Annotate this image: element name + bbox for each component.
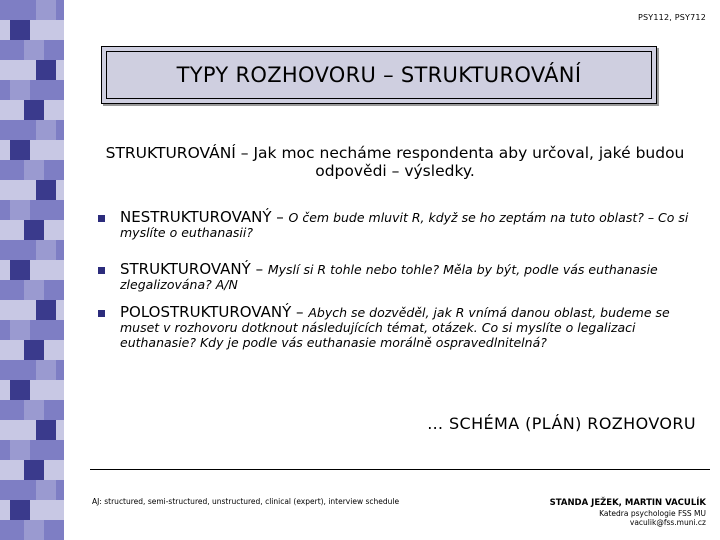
stripe-square: [36, 360, 56, 380]
bullet-item-semistructured: [98, 305, 693, 350]
bullet-head: STRUKTUROVANÝ –: [120, 260, 268, 278]
title-box: [101, 46, 657, 104]
stripe-square: [36, 480, 56, 500]
stripe-square: [36, 0, 56, 20]
footer-divider: [90, 469, 710, 470]
stripe-square: [10, 260, 30, 280]
slide-title: TYPY ROZHOVORU – STRUKTUROVÁNÍ: [176, 63, 582, 87]
stripe-square: [36, 120, 56, 140]
stripe-square: [24, 220, 44, 240]
stripe-square: [24, 340, 44, 360]
bullet-head: POLOSTRUKTUROVANÝ –: [120, 303, 309, 321]
stripe-square: [10, 200, 30, 220]
square-bullet-icon: [98, 310, 105, 317]
stripe-square: [10, 500, 30, 520]
footer-authors-block: [550, 499, 706, 528]
bullet-item-structured: [98, 262, 693, 292]
stripe-square: [36, 60, 56, 80]
stripe-square: [10, 140, 30, 160]
stripe-square: [24, 400, 44, 420]
square-bullet-icon: [98, 267, 105, 274]
stripe-square: [10, 440, 30, 460]
footer-english-terms: AJ: structured, semi-structured, unstructured, clinical (expert), interview schedule: [92, 497, 400, 506]
footer-authors: STANDA JEŽEK, MARTIN VACULÍK: [549, 498, 706, 508]
stripe-square: [24, 40, 44, 60]
schema-heading: … SCHÉMA (PLÁN) ROZHOVORU: [427, 414, 696, 433]
bullet-item-unstructured: [98, 210, 693, 240]
stripe-square: [36, 300, 56, 320]
stripe-square: [36, 420, 56, 440]
decorative-stripe: [0, 0, 64, 540]
stripe-square: [36, 240, 56, 260]
footer-email: vaculik@fss.muni.cz: [629, 518, 706, 527]
lead-text: STRUKTUROVÁNÍ – Jak moc necháme respondenta aby určoval, jaké budou odpovědi – výsledky.: [105, 144, 685, 180]
stripe-square: [10, 380, 30, 400]
bullet-head: NESTRUKTUROVANÝ –: [120, 208, 289, 226]
footer-department: Katedra psychologie FSS MU: [599, 508, 706, 518]
stripe-square: [24, 460, 44, 480]
stripe-square: [36, 180, 56, 200]
stripe-square: [24, 100, 44, 120]
bullet-desc: Myslí si R tohle nebo tohle? Měla by být, podle vás euthanasie zlegalizována? A/N: [120, 262, 658, 292]
bullet-desc: O čem bude mluvit R, když se ho zeptám na tuto oblast? – Co si myslíte o euthanasii?: [120, 210, 689, 240]
stripe-square: [24, 160, 44, 180]
bullet-text: [120, 210, 693, 240]
square-bullet-icon: [98, 215, 105, 222]
stripe-square: [24, 520, 44, 540]
bullet-text: [120, 262, 693, 292]
stripe-square: [10, 80, 30, 100]
course-code: PSY112, PSY712: [637, 13, 706, 22]
stripe-square: [24, 280, 44, 300]
stripe-square: [10, 20, 30, 40]
bullet-text: [120, 305, 693, 350]
stripe-square: [10, 320, 30, 340]
bullet-desc: Abych se dozvěděl, jak R vnímá danou oblast, budeme se muset v rozhovoru dotknout následujících témat, otázek. Co si myslíte o legalizaci euthanasie? Kdy je podle vás euthanasie morálně ospravedlnitelná?: [120, 305, 670, 350]
